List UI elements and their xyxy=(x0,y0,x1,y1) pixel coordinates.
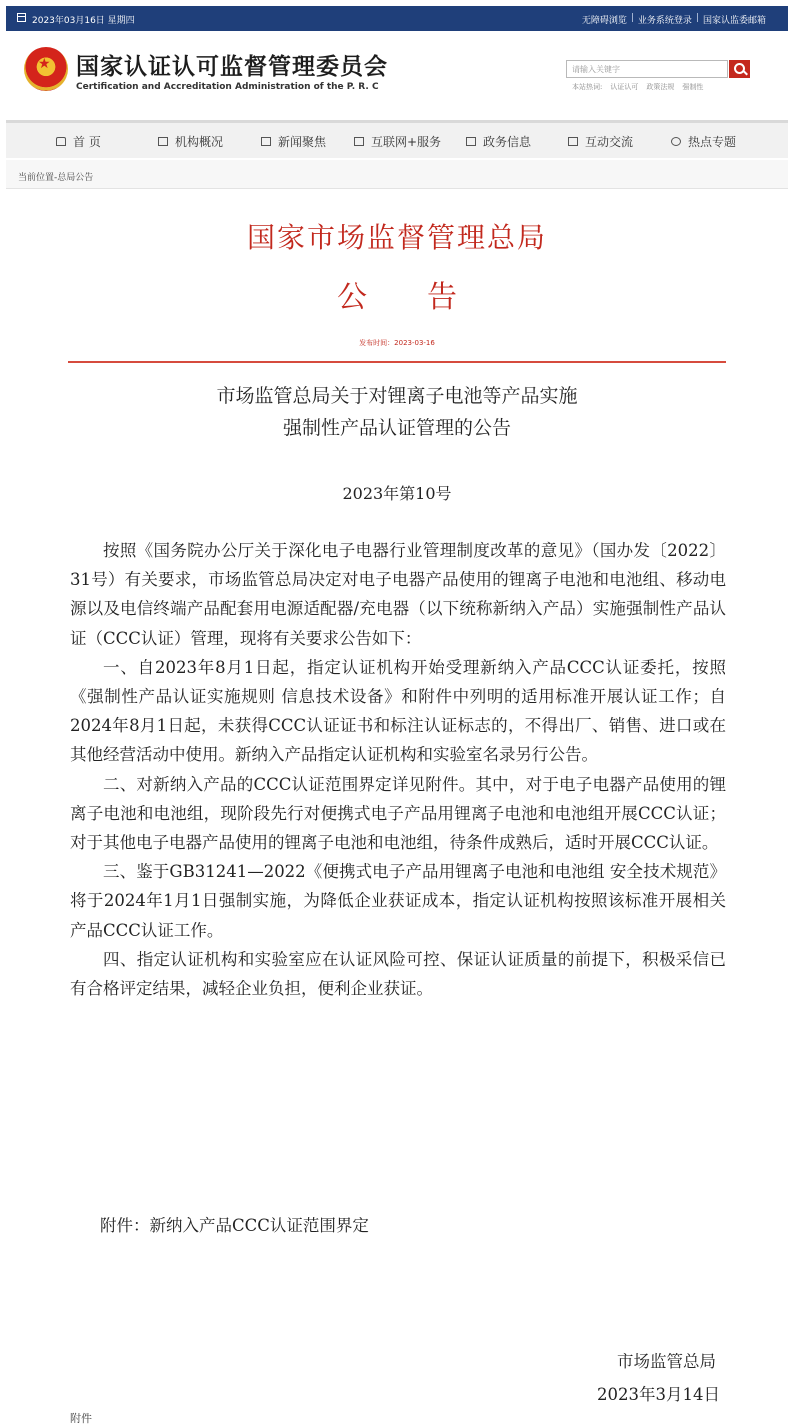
nav-item-label: 新闻聚焦 xyxy=(278,135,327,149)
current-date: 2023年03月16日 星期四 xyxy=(32,16,135,26)
site-title[interactable]: 国家认证认可监督管理委员会 xyxy=(76,53,388,80)
signer: 市场监管总局 xyxy=(617,1352,716,1371)
megaphone-icon xyxy=(261,137,271,146)
body-paragraph: 一、自2023年8月1日起，指定认证机构开始受理新纳入产品CCC认证委托，按照《强制性产品认证实施规则 信息技术设备》和附件中列明的适用标准开展认证工作；自2024年8月1日起，未获得CCC认证证书和标注认证标志的，不得出厂、销售、进口或在其他经营活动中使用。新纳入产品指定认证机构和实验室名录另行公告。 xyxy=(70,657,726,765)
hot-word-link[interactable]: 强制性 xyxy=(682,83,704,91)
hot-words xyxy=(572,82,703,92)
national-emblem-icon[interactable] xyxy=(24,47,68,91)
nav-item-news[interactable] xyxy=(261,133,326,150)
business-login-link[interactable]: 业务系统登录 xyxy=(637,16,692,26)
sign-date: 2023年3月14日 xyxy=(597,1385,720,1404)
separator: | xyxy=(695,13,699,23)
announcement-title-line1: 市场监管总局关于对锂离子电池等产品实施 xyxy=(216,385,578,407)
search-button[interactable] xyxy=(729,60,750,78)
body-paragraph: 二、对新纳入产品的CCC认证范围界定详见附件。其中，对于电子电器产品使用的锂离子电池和电池组，现阶段先行对便携式电子产品用锂离子电池和电池组开展CCC认证；对于其他电子电器产品使用的锂离子电池和电池组，待条件成熟后，适时开展CCC认证。 xyxy=(70,774,726,853)
hot-word-link[interactable]: 认证认可 xyxy=(610,83,639,91)
red-divider xyxy=(68,361,726,363)
institution-icon xyxy=(158,137,168,146)
mailbox-link[interactable]: 国家认监委邮箱 xyxy=(702,16,766,26)
body-paragraph: 三、鉴于GB31241—2022《便携式电子产品用锂离子电池和电池组 安全技术规范》将于2024年1月1日强制实施，为降低企业获证成本，指定认证机构按照该标准开展相关产品CCC认证工作。 xyxy=(70,862,726,940)
nav-item-home[interactable] xyxy=(56,133,101,150)
nav-item-label: 热点专题 xyxy=(688,135,737,149)
top-bar xyxy=(6,6,788,31)
accessibility-link[interactable]: 无障碍浏览 xyxy=(581,16,627,26)
body-paragraph: 按照《国务院办公厅关于深化电子电器行业管理制度改革的意见》（国办发〔2022〕31号）有关要求，市场监管总局决定对电子电器产品使用的锂离子电池和电池组、移动电源以及电信终端产品配套用电源适配器/充电器（以下统称新纳入产品）实施强制性产品认证（CCC认证）管理，现将有关要求公告如下： xyxy=(70,541,726,648)
nav-item-label: 政务信息 xyxy=(483,135,532,149)
monitor-icon xyxy=(354,137,364,146)
publish-time-label: 发布时间： xyxy=(359,339,395,347)
nav-item-label: 机构概况 xyxy=(175,135,224,149)
search-input[interactable]: 请输入关键字 xyxy=(566,60,728,78)
announcement-body xyxy=(70,536,726,1003)
publish-time xyxy=(0,338,794,348)
nav-item-label: 互联网+服务 xyxy=(371,135,442,149)
nav-item-topics[interactable] xyxy=(671,133,736,150)
chat-icon xyxy=(671,137,681,146)
top-links xyxy=(582,13,766,26)
nav-item-gov-info[interactable] xyxy=(466,133,531,150)
site-subtitle: Certification and Accreditation Administration of the P. R. C xyxy=(76,82,379,92)
publish-time-value: 2023-03-16 xyxy=(394,339,435,347)
nav-item-interaction[interactable] xyxy=(568,133,633,150)
edit-icon xyxy=(568,137,578,146)
nav-item-label: 首 页 xyxy=(73,135,101,149)
breadcrumb: 当前位置-总局公告 xyxy=(6,160,788,189)
nav-item-services[interactable] xyxy=(354,133,441,150)
announcement-title-line2: 强制性产品认证管理的公告 xyxy=(282,417,511,439)
document-type: 公 告 xyxy=(337,280,457,315)
nav-item-about[interactable] xyxy=(158,133,223,150)
main-nav xyxy=(6,120,788,158)
home-icon xyxy=(56,137,66,146)
document-number: 2023年第10号 xyxy=(342,484,452,503)
nav-item-label: 互动交流 xyxy=(585,135,634,149)
body-paragraph: 四、指定认证机构和实验室应在认证风险可控、保证认证质量的前提下，积极采信已有合格评定结果，减轻企业负担，便利企业获证。 xyxy=(70,949,726,999)
hot-word-link[interactable]: 政策法规 xyxy=(646,83,675,91)
site-header xyxy=(0,31,794,118)
calendar-icon xyxy=(17,13,26,22)
document-issuer: 国家市场监督管理总局 xyxy=(246,221,547,254)
attachment-note: 附件：新纳入产品CCC认证范围界定 xyxy=(100,1216,369,1235)
separator: | xyxy=(630,13,634,23)
attachment-heading: 附件 xyxy=(70,1412,92,1425)
document-icon xyxy=(466,137,476,146)
hot-words-label: 本站热词: xyxy=(572,83,603,91)
